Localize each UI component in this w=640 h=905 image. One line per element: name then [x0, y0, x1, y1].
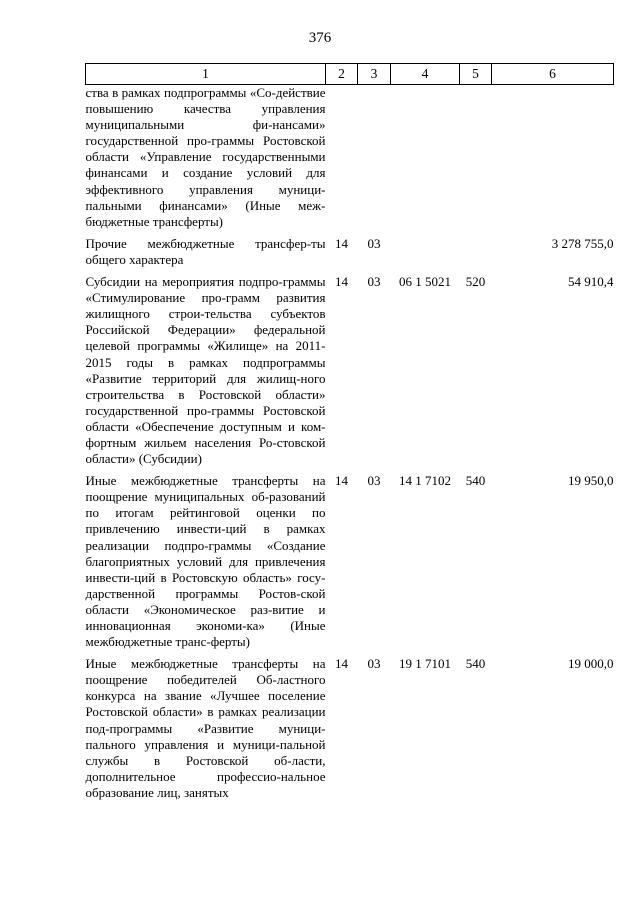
column-header-4: 4 [391, 64, 460, 85]
table-row [86, 656, 614, 807]
row-expense-type: 540 [465, 473, 486, 489]
table-header-row [86, 64, 614, 85]
row-subsection: 03 [367, 656, 381, 672]
column-header-1: 1 [86, 64, 326, 85]
table-row [86, 236, 614, 274]
row-subsection: 03 [367, 473, 381, 489]
table-row [86, 274, 614, 473]
column-header-3: 3 [358, 64, 391, 85]
budget-table [85, 63, 614, 807]
column-header-2: 2 [326, 64, 358, 85]
row-description: Иные межбюджетные трансферты на поощрение победителей Об-ластного конкурса на звание «Лучшее поселение Ростовской области» в рамках реализации под-программы «Развитие муници-пального управления и муници-пальной службы в Ростовской об-ласти, дополнительное профессио-нальное образование лиц, занятых [85, 656, 326, 800]
row-amount: 19 950,0 [568, 473, 614, 489]
column-header-5: 5 [460, 64, 492, 85]
row-section: 14 [335, 473, 348, 489]
row-description: Субсидии на мероприятия подпро-граммы «Стимулирование про-грамм развития жилищного строи-тельства субъектов Российской Федерации» федеральной целевой программы «Жилище» на 2011-2015 годы в рамках подпрограммы «Развитие территорий для жилищ-ного строительства в Ростовской области» государственной про-граммы Ростовской области «Обеспечение доступным и ком-фортным жильем населения Ро-стовской области» (Субсидии) [85, 274, 326, 467]
row-section [326, 85, 358, 236]
row-expense-type: 540 [465, 656, 486, 672]
row-description: Прочие межбюджетные трансфер-ты общего характера [85, 235, 326, 267]
row-amount: 3 278 755,0 [551, 235, 614, 251]
row-target-article [391, 85, 460, 236]
row-target-article [391, 236, 460, 274]
row-amount: 19 000,0 [568, 656, 614, 672]
row-description: Иные межбюджетные трансферты на поощрение муниципальных об-разований по итогам рейтинговой оценки по привлечению инвести-ций в рамках реализации подпро-граммы «Создание благоприятных условий для привлечения инвести-ций в Ростовскую область» госу-дарственной программы Ростов-ской области «Экономическое раз-витие и инновационная экономи-ка» (Иные межбюджетные транс-ферты) [85, 473, 326, 650]
row-subsection: 03 [367, 274, 381, 290]
row-target-article: 14 1 7102 [399, 473, 451, 489]
row-section: 14 [335, 274, 348, 290]
row-target-article: 06 1 5021 [399, 274, 451, 290]
row-expense-type: 520 [465, 274, 486, 290]
table-row [86, 85, 614, 236]
row-expense-type [460, 236, 492, 274]
row-expense-type [460, 85, 492, 236]
row-amount: 54 910,4 [568, 274, 614, 290]
row-amount [492, 85, 614, 236]
row-target-article: 19 1 7101 [399, 656, 451, 672]
row-section: 14 [335, 235, 348, 251]
row-section: 14 [335, 656, 348, 672]
table-row [86, 473, 614, 656]
row-description: ства в рамках подпрограммы «Со-действие повышению качества управления муниципальными фи-нансами» государственной про-граммы Ростовской области «Управление государственными финансами и создание условий для эффективного управления муници-пальными финансами» (Иные меж-бюджетные трансферты) [85, 85, 326, 229]
row-subsection: 03 [367, 235, 381, 251]
page-number: 376 [308, 30, 332, 46]
column-header-6: 6 [492, 64, 614, 85]
row-subsection [358, 85, 391, 236]
